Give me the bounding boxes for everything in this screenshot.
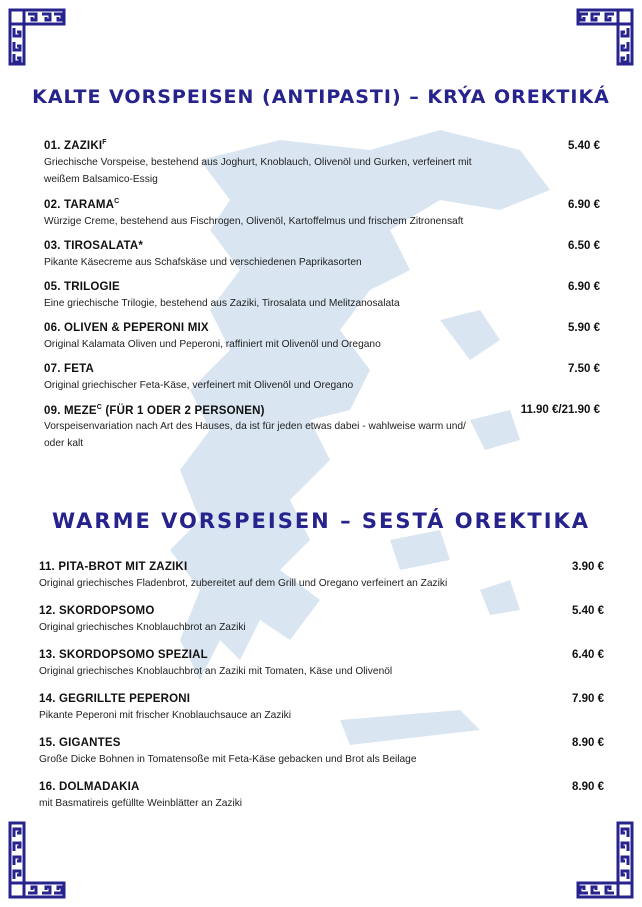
menu-item-description: Original Kalamata Oliven und Peperoni, raffiniert mit Olivenöl und Oregano — [44, 338, 381, 350]
menu-item-name: 07. FETA — [44, 362, 94, 375]
corner-ornament-top-left — [8, 8, 66, 66]
corner-ornament-top-right — [576, 8, 634, 66]
menu-item-description: Eine griechische Trilogie, bestehend aus Zaziki, Tirosalata und Melitzanosalata — [44, 297, 400, 309]
menu-item — [44, 198, 600, 230]
menu-item-description: Original griechisches Fladenbrot, zubereitet auf dem Grill und Oregano verfeinert an Zaziki — [39, 578, 448, 589]
menu-item — [44, 139, 600, 188]
menu-item — [39, 781, 604, 812]
menu-item-description: Original griechischer Feta-Käse, verfeinert mit Olivenöl und Oregano — [44, 379, 354, 391]
menu-item-price: 8.90 € — [572, 781, 604, 793]
greek-key-meander-icon — [576, 8, 634, 66]
menu-item — [44, 404, 600, 453]
menu-item-price: 7.50 € — [568, 362, 600, 375]
menu-item-price: 8.90 € — [572, 737, 604, 749]
menu-item — [39, 605, 604, 636]
menu-item-name: 15. GIGANTES — [39, 737, 121, 749]
menu-item — [39, 693, 604, 724]
menu-item — [39, 561, 604, 592]
menu-item-price: 5.90 € — [568, 321, 600, 334]
menu-item-price: 3.90 € — [572, 561, 604, 573]
menu-item-price: 5.40 € — [568, 139, 600, 152]
menu-item-price: 6.40 € — [572, 649, 604, 661]
menu-item — [39, 737, 604, 768]
menu-list-warm-starters — [39, 561, 604, 825]
section-title-cold-starters: KALTE VORSPEISEN (ANTIPASTI) – KRÝA OREKTIKÁ — [32, 86, 610, 108]
menu-item-name: 13. SKORDOPSOMO SPEZIAL — [39, 649, 208, 661]
menu-item-description: Würzige Creme, bestehend aus Fischrogen, Olivenöl, Kartoffelmus und frischem Zitronensaft — [44, 215, 464, 227]
menu-item-description: Original griechisches Knoblauchbrot an Zaziki — [39, 622, 246, 633]
menu-item — [44, 363, 600, 394]
menu-item-description: mit Basmatireis gefüllte Weinblätter an Zaziki — [39, 798, 243, 809]
menu-item-name: 02. $TARAMA^C$ — [44, 197, 120, 211]
menu-item-name: 06. OLIVEN & PEPERONI MIX — [44, 321, 209, 334]
menu-item-description: Vorspeisenvariation nach Art des Hauses, da ist für jeden etwas dabei - wahlweise warm und/ oder kalt — [44, 421, 466, 450]
menu-item-description: Original griechisches Knoblauchbrot an Zaziki mit Tomaten, Käse und Olivenöl — [39, 666, 393, 677]
menu-item-description: Große Dicke Bohnen in Tomatensoße mit Feta-Käse gebacken und Brot als Beilage — [39, 754, 417, 765]
menu-item-price: 6.90 € — [568, 280, 600, 293]
greek-key-meander-icon — [8, 8, 66, 66]
menu-item-description: Pikante Käsecreme aus Schafskäse und verschiedenen Paprikasorten — [44, 256, 362, 268]
menu-item-name: 16. DOLMADAKIA — [39, 781, 140, 793]
menu-item-price: 11.90 €/21.90 € — [520, 404, 600, 417]
corner-ornament-bottom-right — [576, 821, 634, 899]
menu-item — [44, 281, 600, 312]
menu-item — [39, 649, 604, 680]
menu-item — [44, 240, 600, 271]
menu-item-name: 09. $MEZE^C$ (FÜR 1 ODER 2 PERSONEN) — [44, 403, 265, 417]
menu-item-name: 11. PITA-BROT MIT ZAZIKI — [39, 561, 188, 573]
corner-ornament-bottom-left — [8, 821, 66, 899]
menu-item — [44, 322, 600, 353]
menu-item-price: 6.50 € — [568, 239, 600, 252]
menu-item-name: 05. TRILOGIE — [44, 280, 120, 293]
greek-key-meander-icon — [8, 821, 66, 899]
menu-item-description: Griechische Vorspeise, bestehend aus Joghurt, Knoblauch, Olivenöl und Gurken, verfeinert mit weißem Balsamico-Essig — [44, 156, 472, 185]
menu-list-cold-starters — [44, 139, 600, 462]
menu-item-name: 01. $ZAZIKI^F$ — [44, 139, 107, 152]
menu-item-description: Pikante Peperoni mit frischer Knoblauchsauce an Zaziki — [39, 710, 291, 721]
menu-item-name: 14. GEGRILLTE PEPERONI — [39, 693, 191, 705]
greek-key-meander-icon — [576, 821, 634, 899]
menu-item-price: 6.90 € — [568, 198, 600, 211]
menu-item-name: 12. SKORDOPSOMO — [39, 605, 155, 617]
menu-item-name: 03. TIROSALATA* — [44, 239, 144, 252]
menu-item-price: 5.40 € — [572, 605, 604, 617]
section-title-warm-starters: WARME VORSPEISEN – SESTÁ OREKTIKA — [51, 509, 591, 533]
menu-item-price: 7.90 € — [572, 693, 604, 705]
